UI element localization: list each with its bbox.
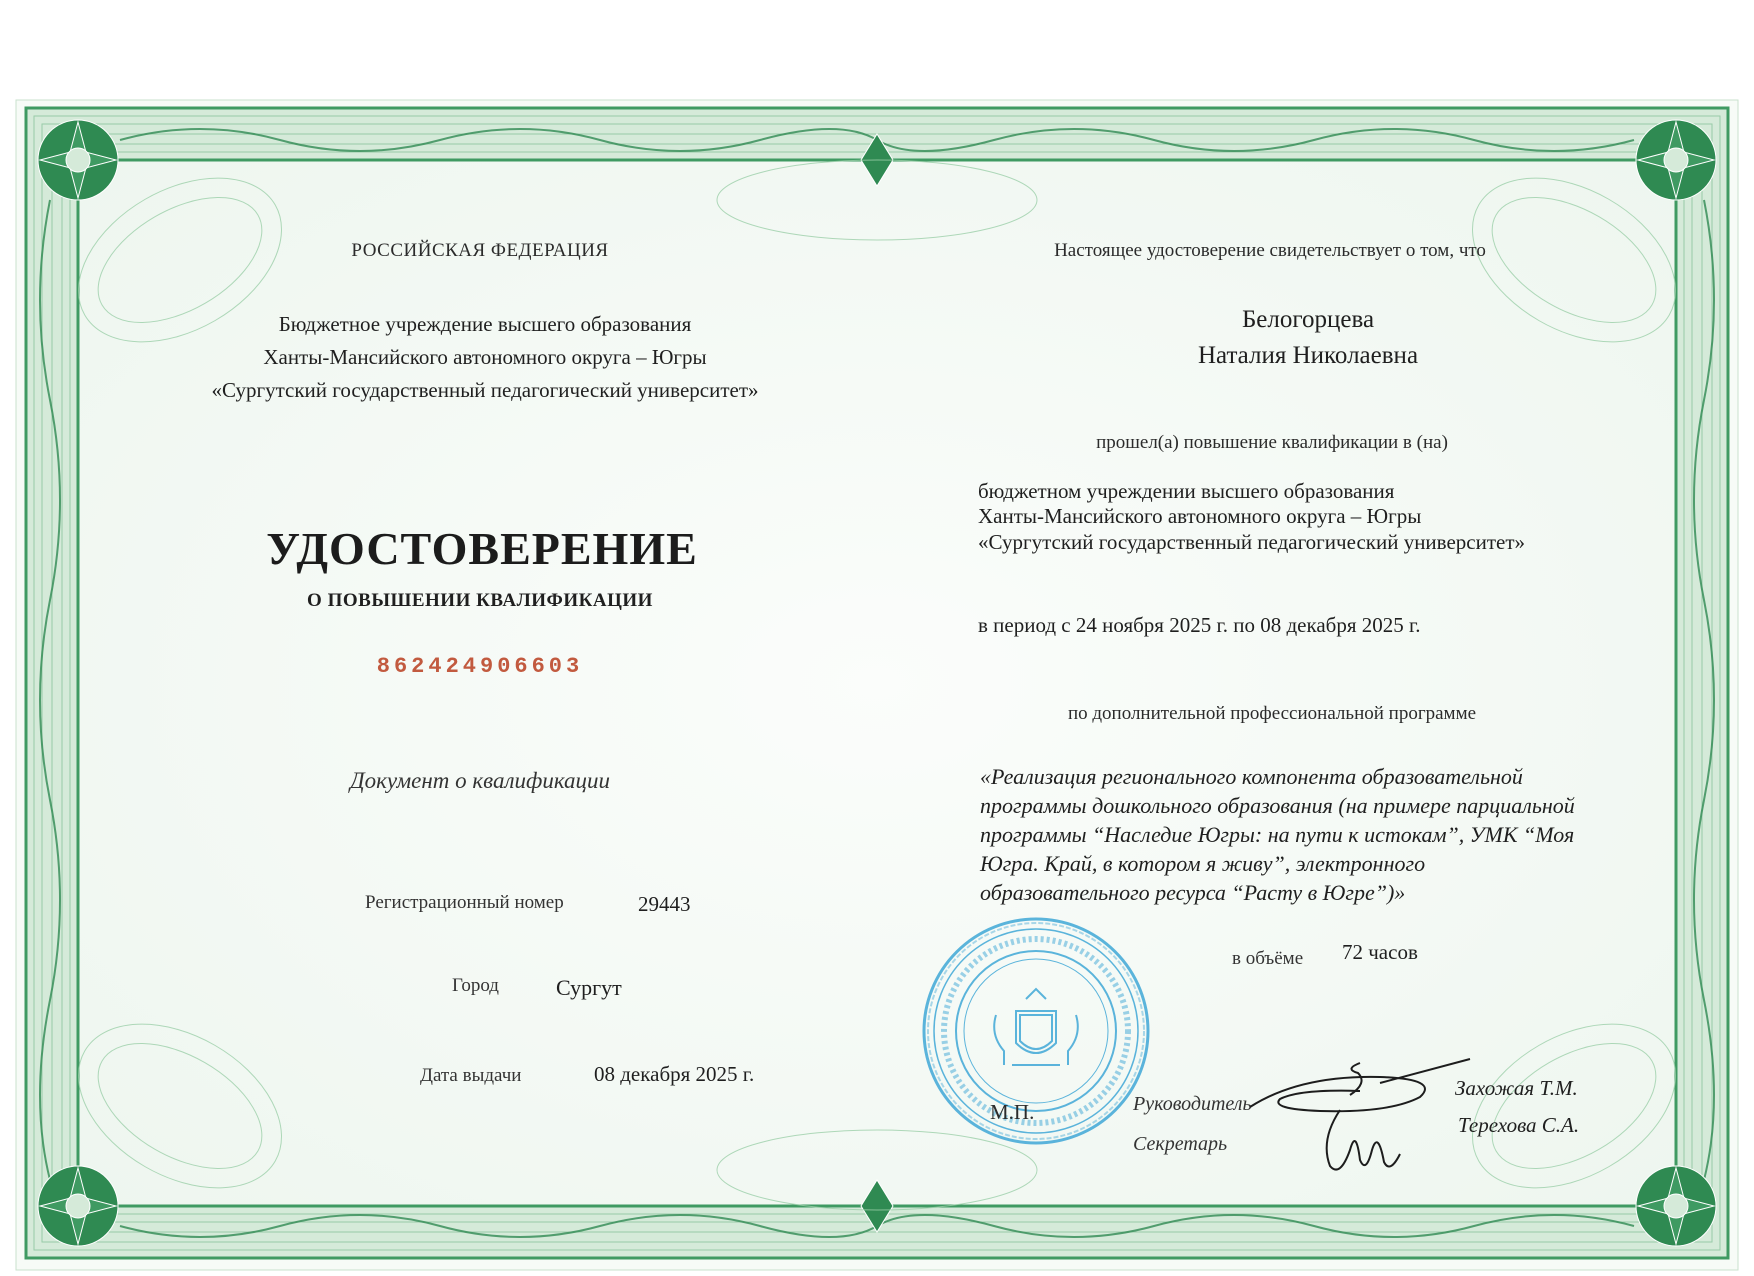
program-intro: по дополнительной профессиональной программе	[1067, 703, 1477, 724]
program-title-line: программы дошкольного образования (на примере парциальной	[980, 793, 1575, 818]
holder-surname: Белогорцева	[1241, 306, 1375, 333]
secretary-name: Терехова С.А.	[1458, 1113, 1580, 1137]
issue-date-label: Дата выдачи	[420, 1065, 522, 1086]
program-title-line: образовательного ресурса “Расту в Югре”)»	[980, 880, 1406, 905]
document-subtitle: О ПОВЫШЕНИИ КВАЛИФИКАЦИИ	[307, 590, 653, 611]
holder-given-names: Наталия Николаевна	[1197, 342, 1419, 369]
head-role-label: Руководитель	[1133, 1093, 1252, 1115]
training-org-line-3: «Сургутский государственный педагогический университет»	[978, 530, 1526, 554]
city-value: Сургут	[556, 975, 622, 1000]
stamp-place-mark: М.П.	[990, 1100, 1035, 1124]
coat-of-arms-icon	[994, 989, 1078, 1065]
certifies-text: Настоящее удостоверение свидетельствует о том, что	[1054, 240, 1486, 261]
program-title-line: программы “Наследие Югры: на пути к истокам”, УМК “Моя	[980, 822, 1575, 847]
registration-value: 29443	[638, 892, 691, 916]
seal-stamp	[920, 915, 1152, 1147]
document-type: Документ о квалификации	[349, 768, 611, 793]
issue-date-value: 08 декабря 2025 г.	[594, 1062, 755, 1086]
document-number: 862424906603	[376, 654, 584, 679]
organization-line-3: «Сургутский государственный педагогический университет»	[211, 378, 759, 402]
secretary-signature	[1300, 1100, 1420, 1180]
city-label: Город	[452, 975, 499, 996]
organization-line-1: Бюджетное учреждение высшего образования	[278, 312, 692, 336]
program-title-line: «Реализация регионального компонента образовательной	[980, 764, 1523, 789]
training-period: в период с 24 ноября 2025 г. по 08 декабря 2025 г.	[978, 613, 1421, 637]
federation-label: РОССИЙСКАЯ ФЕДЕРАЦИЯ	[351, 240, 609, 261]
volume-label: в объёме	[1232, 948, 1304, 969]
training-org-line-1: бюджетном учреждении высшего образования	[978, 479, 1395, 503]
registration-label: Регистрационный номер	[365, 892, 564, 913]
training-org-line-2: Ханты-Мансийского автономного округа – Югры	[978, 504, 1422, 528]
secretary-role-label: Секретарь	[1133, 1133, 1228, 1155]
head-name: Захожая Т.М.	[1455, 1076, 1578, 1100]
program-title-line: Югра. Край, в котором я живу”, электронного	[980, 851, 1426, 876]
document-title: УДОСТОВЕРЕНИЕ	[266, 523, 698, 574]
volume-value: 72 часов	[1342, 940, 1418, 964]
organization-line-2: Ханты-Мансийского автономного округа – Югры	[263, 345, 707, 369]
qualification-statement: прошел(а) повышение квалификации в (на)	[1096, 432, 1448, 453]
